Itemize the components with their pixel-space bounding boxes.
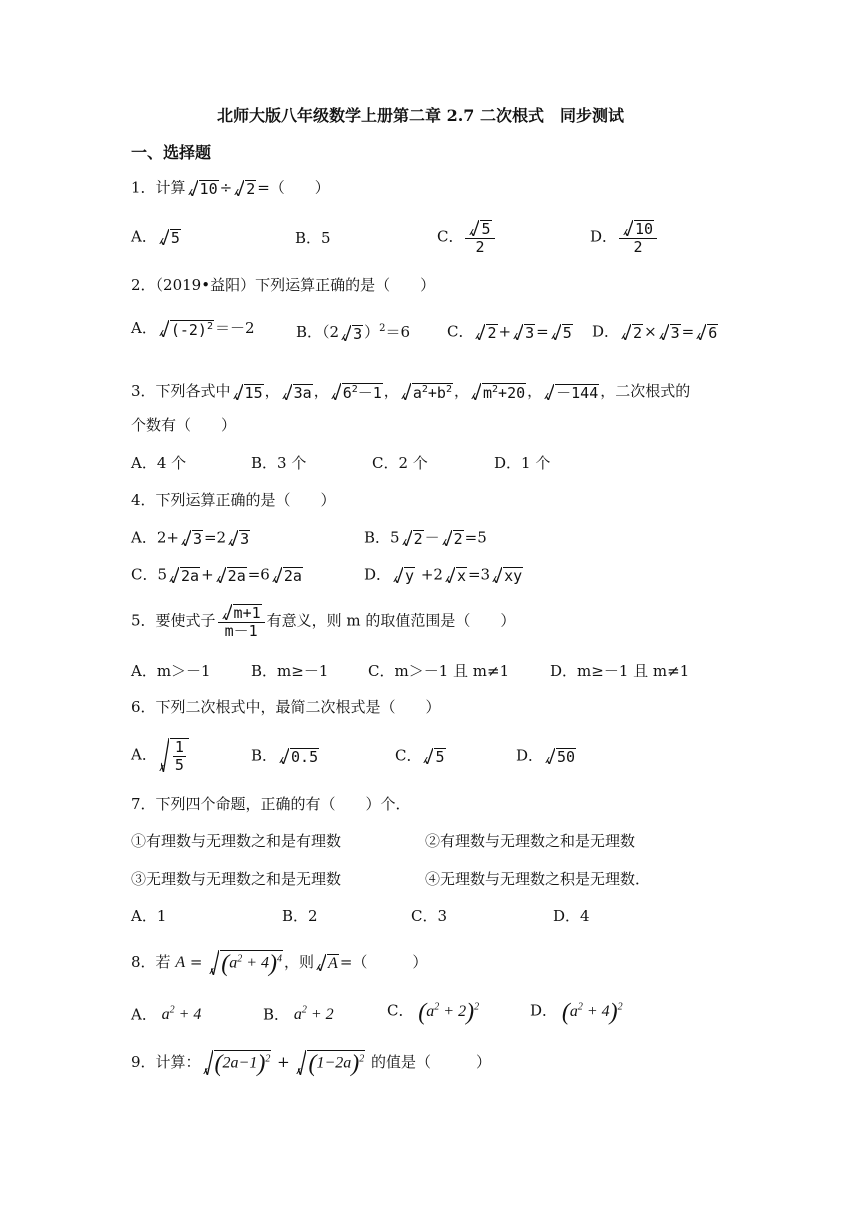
q3-option-a[interactable]: A．4 个 [131, 454, 187, 472]
q1-option-d[interactable]: D． $\frac{10}{2}$ [590, 220, 659, 255]
question-3-line2: 个数有（ ） [131, 416, 237, 434]
question-7: 7．下列四个命题，正确的有（ ）个． [131, 795, 411, 813]
question-5: 5．要使式子 $\frac{m+1}{m-1}$ 有意义，则 m 的取值范围是（ ） [131, 604, 516, 640]
q5-option-c[interactable]: C．m＞－1 且 m≠1 [368, 662, 510, 680]
q4-option-a[interactable]: A．2+ 3 =2 3 [131, 528, 250, 548]
page-title: 北师大版八年级数学上册第二章 2.7 二次根式 同步测试 [217, 106, 624, 125]
question-1: 1．计算 10 ÷ 2 =（ ） [131, 178, 330, 198]
section-heading: 一、选择题 [131, 143, 212, 162]
q4-option-b[interactable]: B．5 2 － 2 =5 [364, 528, 487, 548]
q7-option-d[interactable]: D．4 [553, 907, 590, 925]
q4-option-c[interactable]: C．5 2a + 2a =6 2a [131, 565, 302, 585]
q6-option-d[interactable]: D． 50 [516, 746, 576, 766]
q2-option-d[interactable]: D． 2 × 3 = 6 [592, 322, 718, 342]
q2-option-c[interactable]: C． 2 + 3 = 5 [447, 322, 572, 342]
q3-option-b[interactable]: B．3 个 [251, 454, 307, 472]
q3-option-d[interactable]: D．1 个 [494, 454, 551, 472]
sqrt-10: 10 [186, 180, 219, 197]
q5-option-b[interactable]: B．m≥－1 [251, 662, 329, 680]
q2-option-b[interactable]: B．（2 3 ）$^2$＝6 [296, 323, 411, 343]
q5-option-a[interactable]: A．m＞－1 [131, 662, 211, 680]
q8-option-c[interactable]: C． $(a^2 + 2)^2$ [387, 999, 480, 1025]
question-2: 2．（2019•益阳）下列运算正确的是（ ） [131, 276, 436, 294]
q7-option-c[interactable]: C．3 [411, 907, 448, 925]
q8-option-d[interactable]: D． $(a^2 + 4)^2$ [530, 999, 623, 1025]
q8-option-b[interactable]: B． $a^2 + 2$ [263, 1005, 334, 1024]
question-4: 4．下列运算正确的是（ ） [131, 491, 336, 509]
q3-option-c[interactable]: C．2 个 [372, 454, 428, 472]
q7-statement-1: ①有理数与无理数之和是有理数 [131, 832, 342, 850]
q8-option-a[interactable]: A． $a^2 + 4$ [131, 1005, 202, 1024]
q7-statement-3: ③无理数与无理数之和是无理数 [131, 870, 342, 888]
q1-option-a[interactable]: A． 5 [131, 227, 180, 247]
q6-option-a[interactable]: A． $\frac{1}{5}$ [131, 738, 190, 773]
question-3: 3．下列各式中 15 ， 3a ， $6^2-1$ ， $a^2+b^2$ ， $m^2+20$ ， －144 ，二次根式的 [131, 382, 691, 402]
question-8: 8．若 A = $(a^2 + 4)^4$ ，则 A =（ ） [131, 951, 428, 977]
q7-option-a[interactable]: A．1 [131, 907, 167, 925]
sqrt-2: 2 [232, 180, 256, 197]
fraction-expression: $\frac{m+1}{m-1}$ [218, 604, 265, 639]
q1-option-c[interactable]: C． $\frac{5}{2}$ [437, 220, 497, 255]
q5-option-d[interactable]: D．m≥－1 且 m≠1 [550, 662, 690, 680]
q6-option-b[interactable]: B． 0.5 [251, 746, 319, 766]
q7-option-b[interactable]: B．2 [282, 907, 318, 925]
q6-option-c[interactable]: C． 5 [395, 746, 445, 766]
question-6: 6．下列二次根式中，最简二次根式是（ ） [131, 698, 441, 716]
q7-statement-2: ②有理数与无理数之和是无理数 [425, 832, 636, 850]
q7-statement-4: ④无理数与无理数之积是无理数． [425, 870, 651, 888]
q1-eq: =（ ） [257, 178, 330, 197]
q1-stem: 1．计算 [131, 178, 186, 197]
q2-option-a[interactable]: A． $(-2)^2 =-2$ [131, 319, 255, 339]
question-9: 9．计算： $(2a-1)^2$ + $(1-2a)^2$ 的值是（ ） [131, 1051, 492, 1077]
q1-option-b[interactable]: B．5 [295, 229, 331, 247]
q4-option-d[interactable]: D． y +2 x =3 xy [364, 565, 523, 585]
